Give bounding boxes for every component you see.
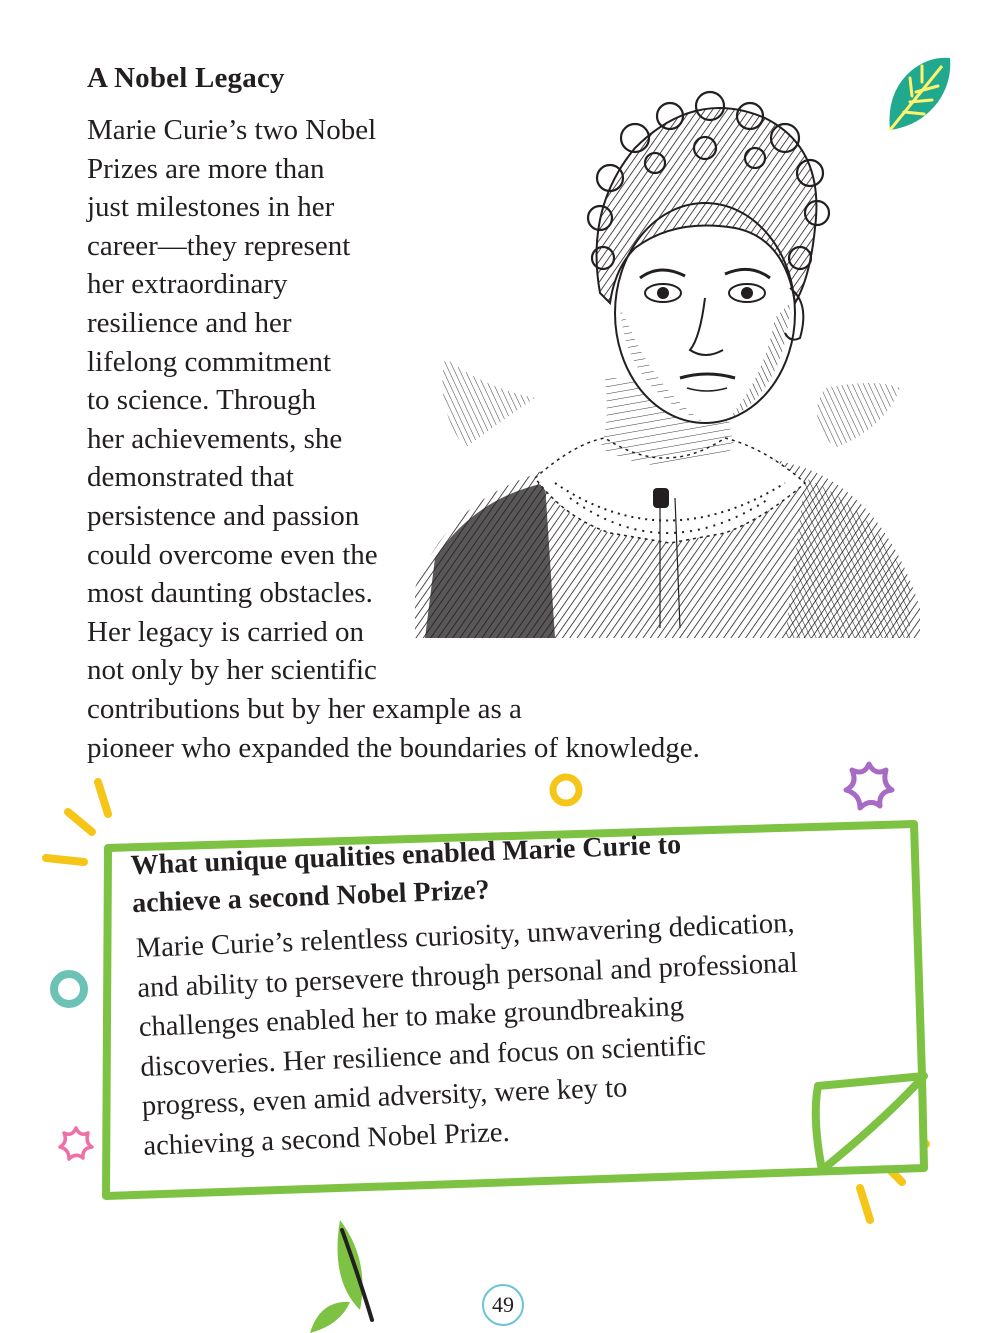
body-line: her achievements, she [87,422,343,455]
body-line: to science. Through [87,384,316,417]
page-number: 49 [482,1284,524,1326]
answer-line: challenges enabled her to make groundbreaking [138,991,685,1044]
leaf-icon [882,52,954,134]
answer-line: progress, even amid adversity, were key to [141,1072,628,1122]
question-line: achieve a second Nobel Prize? [131,874,491,920]
body-line: lifelong commitment [87,345,332,378]
star-flower-icon [56,1124,96,1164]
body-line: career—they represent [87,229,351,262]
marie-curie-portrait [405,88,930,638]
body-line: demonstrated that [87,461,294,494]
ring-icon [46,966,92,1012]
star-flower-icon [842,760,896,814]
question-line: What unique qualities enabled Marie Curie to [130,829,682,882]
answer-line: discoveries. Her resilience and focus on scientific [139,1029,707,1083]
callout-answer [135,901,864,1165]
section-heading: A Nobel Legacy [87,62,285,94]
body-line: most daunting obstacles. [87,577,373,610]
answer-line: Marie Curie’s relentless curiosity, unwavering dedication, [135,907,796,965]
answer-line: and ability to persevere through personal and professional [136,947,799,1004]
answer-line: achieving a second Nobel Prize. [142,1116,511,1162]
sprout-icon [310,1220,390,1333]
body-line: resilience and her [87,306,292,339]
body-line: Her legacy is carried on [87,615,364,648]
body-line: persistence and passion [87,499,360,532]
body-line: just milestones in her [87,191,335,224]
body-line: could overcome even the [87,538,378,571]
body-line: her extraordinary [87,268,288,301]
body-line: Marie Curie’s two Nobel [87,114,377,146]
body-line: Prizes are more than [87,152,325,185]
body-line: not only by her scientific contributions but by her example as a [87,654,522,725]
ring-icon [546,770,586,810]
callout-box [110,818,902,1167]
body-line: pioneer who expanded the boundaries of knowledge. [87,731,700,764]
